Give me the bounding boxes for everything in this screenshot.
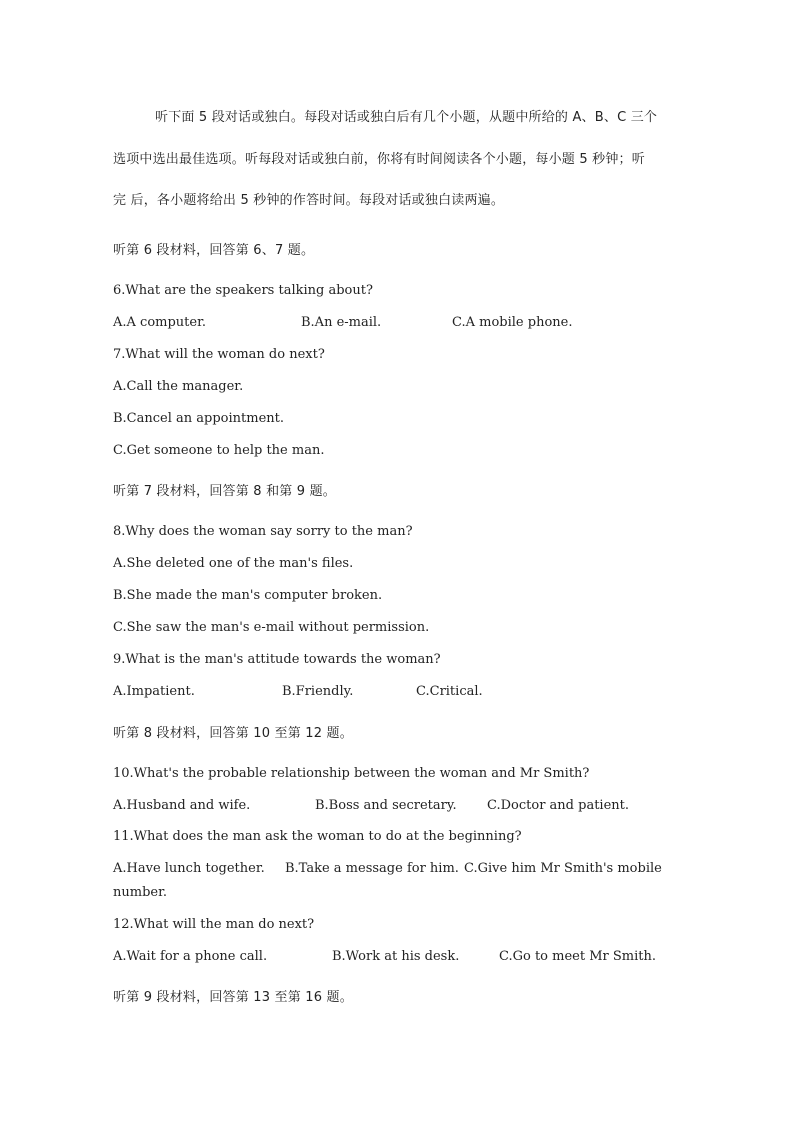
option-10a: A.Husband and wife.: [113, 798, 251, 813]
instructions-line-1: 听下面 5 段对话或独白。每段对话或独白后有几个小题，从题中所给的 A、B、C 三个: [155, 110, 658, 125]
option-12c: C.Go to meet Mr Smith.: [499, 949, 656, 964]
option-10b: B.Boss and secretary.: [315, 798, 457, 813]
section-header-7: 听第 7 段材料，回答第 8 和第 9 题。: [113, 484, 337, 499]
option-9a: A.Impatient.: [113, 684, 195, 699]
option-11a: A.Have lunch together.: [113, 861, 265, 876]
question-stem-10: 10.What's the probable relationship between the woman and Mr Smith?: [113, 766, 590, 781]
option-6c: C.A mobile phone.: [452, 315, 573, 330]
question-stem-12: 12.What will the man do next?: [113, 917, 315, 932]
question-stem-6: 6.What are the speakers talking about?: [113, 283, 373, 298]
question-stem-11: 11.What does the man ask the woman to do at the beginning?: [113, 829, 522, 844]
option-8a: A.She deleted one of the man's files.: [113, 556, 354, 571]
question-stem-8: 8.Why does the woman say sorry to the man?: [113, 524, 413, 539]
option-9b: B.Friendly.: [282, 684, 354, 699]
option-11b: B.Take a message for him.: [285, 861, 459, 876]
question-stem-7: 7.What will the woman do next?: [113, 347, 325, 362]
option-7b: B.Cancel an appointment.: [113, 411, 284, 426]
question-stem-9: 9.What is the man's attitude towards the woman?: [113, 652, 441, 667]
option-6b: B.An e-mail.: [301, 315, 382, 330]
option-7a: A.Call the manager.: [113, 379, 244, 394]
option-8b: B.She made the man's computer broken.: [113, 588, 383, 603]
option-11c: C.Give him Mr Smith's mobile: [464, 861, 662, 876]
section-header-8: 听第 8 段材料，回答第 10 至第 12 题。: [113, 726, 353, 741]
instructions-line-2: 选项中选出最佳选项。听每段对话或独白前，你将有时间阅读各个小题，每小题 5 秒钟；听: [113, 152, 645, 167]
section-header-6: 听第 6 段材料，回答第 6、7 题。: [113, 243, 315, 258]
option-11c-continuation: number.: [113, 885, 168, 900]
option-8c: C.She saw the man's e-mail without permission.: [113, 620, 430, 635]
option-9c: C.Critical.: [416, 684, 483, 699]
option-12b: B.Work at his desk.: [332, 949, 460, 964]
option-10c: C.Doctor and patient.: [487, 798, 629, 813]
option-6a: A.A computer.: [113, 315, 207, 330]
option-7c: C.Get someone to help the man.: [113, 443, 325, 458]
instructions-line-3: 完 后，各小题将给出 5 秒钟的作答时间。每段对话或独白读两遍。: [113, 193, 505, 208]
section-header-9: 听第 9 段材料，回答第 13 至第 16 题。: [113, 990, 353, 1005]
option-12a: A.Wait for a phone call.: [113, 949, 268, 964]
